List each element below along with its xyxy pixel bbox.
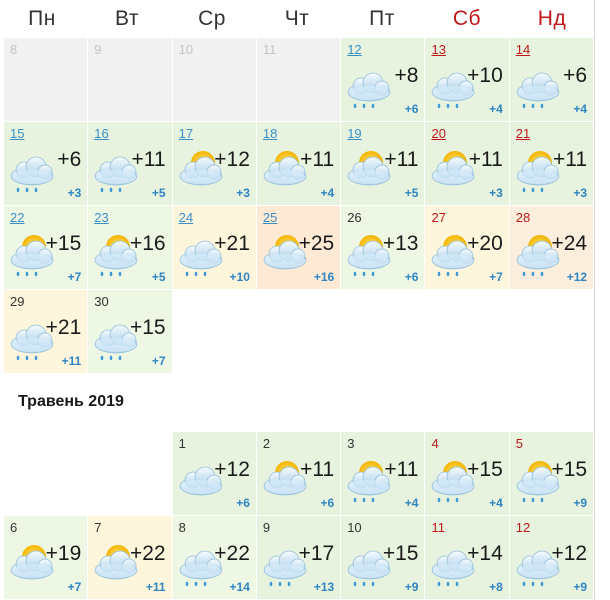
night-temperature: +9 [573,496,588,510]
night-temperature: +5 [151,270,166,284]
day-temperature: +15 [551,458,588,481]
day-temperature: +11 [131,148,166,171]
night-temperature: +6 [236,496,250,510]
day-number: 10 [178,42,194,57]
night-temperature: +7 [489,270,503,284]
day-temperature: +12 [551,542,588,565]
day-number: 3 [347,436,355,451]
day-temperature: +15 [129,316,166,339]
day-temperature: +25 [298,232,335,255]
night-temperature: +6 [404,102,419,116]
day-cell[interactable] [4,206,87,289]
night-temperature: +5 [151,186,166,200]
day-number: 5 [515,436,524,451]
day-number: 2 [262,436,271,451]
night-temperature: +10 [229,270,250,284]
night-temperature: +7 [67,580,82,594]
night-temperature: +14 [229,580,250,594]
weekday-sat: Сб [452,7,482,30]
day-cell[interactable] [257,432,340,515]
night-temperature: +6 [320,496,335,510]
day-cell[interactable] [425,206,508,289]
day-number: 4 [431,436,439,451]
day-temperature: +11 [300,458,335,481]
night-temperature: +4 [489,102,503,116]
day-temperature: +6 [563,64,588,87]
day-cell[interactable] [173,206,256,289]
day-number: 10 [347,520,362,535]
day-cell[interactable] [88,516,171,599]
night-temperature: +7 [151,354,166,368]
day-link[interactable]: 24 [178,210,194,225]
day-cell[interactable] [257,206,340,289]
day-number: 1 [178,436,186,451]
weekday-thu: Чт [284,7,310,30]
day-link[interactable]: 20 [431,126,446,141]
day-link[interactable]: 19 [347,126,362,141]
day-temperature: +20 [467,232,503,255]
day-link[interactable]: 23 [94,210,109,225]
night-temperature: +8 [489,580,503,594]
day-cell[interactable] [341,122,424,205]
night-temperature: +6 [404,270,419,284]
day-temperature: +13 [382,232,419,255]
day-number: 11 [431,520,445,535]
day-link[interactable]: 21 [515,126,531,141]
day-cell[interactable] [341,432,424,515]
month-title-may: Травень 2019 [18,393,124,410]
day-number: 8 [178,520,186,535]
night-temperature: +3 [236,186,250,200]
night-temperature: +11 [145,580,166,594]
day-cell-past [173,38,256,121]
day-temperature: +10 [467,64,503,87]
day-cell[interactable] [510,206,593,289]
day-link[interactable]: 13 [431,42,446,57]
day-temperature: +21 [45,316,82,339]
day-cell[interactable] [4,122,87,205]
day-cell-past [257,38,340,121]
day-temperature: +11 [468,148,503,171]
day-temperature: +14 [467,542,503,565]
day-cell[interactable] [88,206,171,289]
day-temperature: +11 [384,148,419,171]
day-temperature: +12 [214,148,250,171]
day-cell[interactable] [88,290,171,373]
day-temperature: +11 [300,148,335,171]
day-temperature: +15 [382,542,419,565]
day-cell[interactable] [510,516,593,599]
cloud-rain-icon [345,62,393,112]
night-temperature: +11 [61,354,82,368]
day-number: 9 [262,520,271,535]
weekday-mon: Пн [28,7,56,30]
day-link[interactable]: 18 [262,126,278,141]
night-temperature: +3 [489,186,503,200]
day-cell[interactable] [510,432,593,515]
day-temperature: +21 [214,232,250,255]
day-link[interactable]: 22 [10,210,25,225]
day-link[interactable]: 12 [347,42,362,57]
day-temperature: +22 [129,542,166,565]
day-number: 6 [10,520,18,535]
may-grid [4,432,594,599]
day-number: 7 [94,520,102,535]
weekday-header [0,0,594,38]
night-temperature: +4 [320,186,335,200]
day-cell-empty [88,432,171,515]
day-link[interactable]: 15 [10,126,25,141]
day-temperature: +8 [394,64,419,87]
night-temperature: +9 [573,580,588,594]
day-number: 29 [10,294,25,309]
day-cell[interactable] [425,432,508,515]
day-number: 30 [94,294,109,309]
day-cell[interactable] [173,516,256,599]
day-cell[interactable] [341,38,424,121]
day-cell[interactable] [4,290,87,373]
weekday-wed: Ср [198,7,226,30]
night-temperature: +3 [67,186,82,200]
night-temperature: +4 [573,102,588,116]
day-temperature: +16 [129,232,166,255]
day-temperature: +19 [45,542,82,565]
day-cell[interactable] [173,122,256,205]
night-temperature: +7 [67,270,82,284]
day-temperature: +15 [45,232,82,255]
day-link[interactable]: 14 [515,42,531,57]
day-cell[interactable] [88,122,171,205]
day-cell[interactable] [173,432,256,515]
day-link[interactable]: 16 [94,126,109,141]
night-temperature: +13 [313,580,335,594]
day-temperature: +6 [57,148,82,171]
night-temperature: +4 [404,496,419,510]
day-number: 26 [347,210,362,225]
day-cell[interactable] [257,122,340,205]
april-grid [4,38,594,373]
day-number: 8 [10,42,18,57]
night-temperature: +9 [404,580,419,594]
night-temperature: +5 [404,186,419,200]
day-cell[interactable] [4,516,87,599]
night-temperature: +16 [313,270,335,284]
day-cell-empty [4,432,87,515]
day-temperature: +15 [467,458,503,481]
day-cell-past [88,38,171,121]
cloud-rain-icon [8,146,56,196]
day-cell[interactable] [341,206,424,289]
night-temperature: +3 [573,186,588,200]
day-number: 9 [94,42,102,57]
cloud-rain-icon [514,62,562,112]
day-number: 11 [262,42,277,57]
day-link[interactable]: 25 [262,210,278,225]
weekday-sun: Нд [537,7,567,30]
day-temperature: +11 [384,458,419,481]
day-cell[interactable] [510,122,593,205]
day-cell[interactable] [425,38,508,121]
day-cell[interactable] [425,516,508,599]
weekday-tue: Вт [115,7,139,30]
day-cell[interactable] [257,516,340,599]
day-temperature: +17 [298,542,335,565]
day-number: 12 [515,520,531,535]
day-temperature: +12 [214,458,250,481]
day-number: 27 [431,210,446,225]
day-cell[interactable] [425,122,508,205]
day-cell[interactable] [510,38,593,121]
weekday-fri: Пт [369,7,395,30]
night-temperature: +4 [489,496,503,510]
day-temperature: +11 [553,148,588,171]
day-temperature: +22 [214,542,250,565]
day-cell[interactable] [341,516,424,599]
night-temperature: +12 [566,270,588,284]
day-temperature: +24 [551,232,588,255]
day-link[interactable]: 17 [178,126,194,141]
day-number: 28 [515,210,531,225]
day-cell-past [4,38,87,121]
